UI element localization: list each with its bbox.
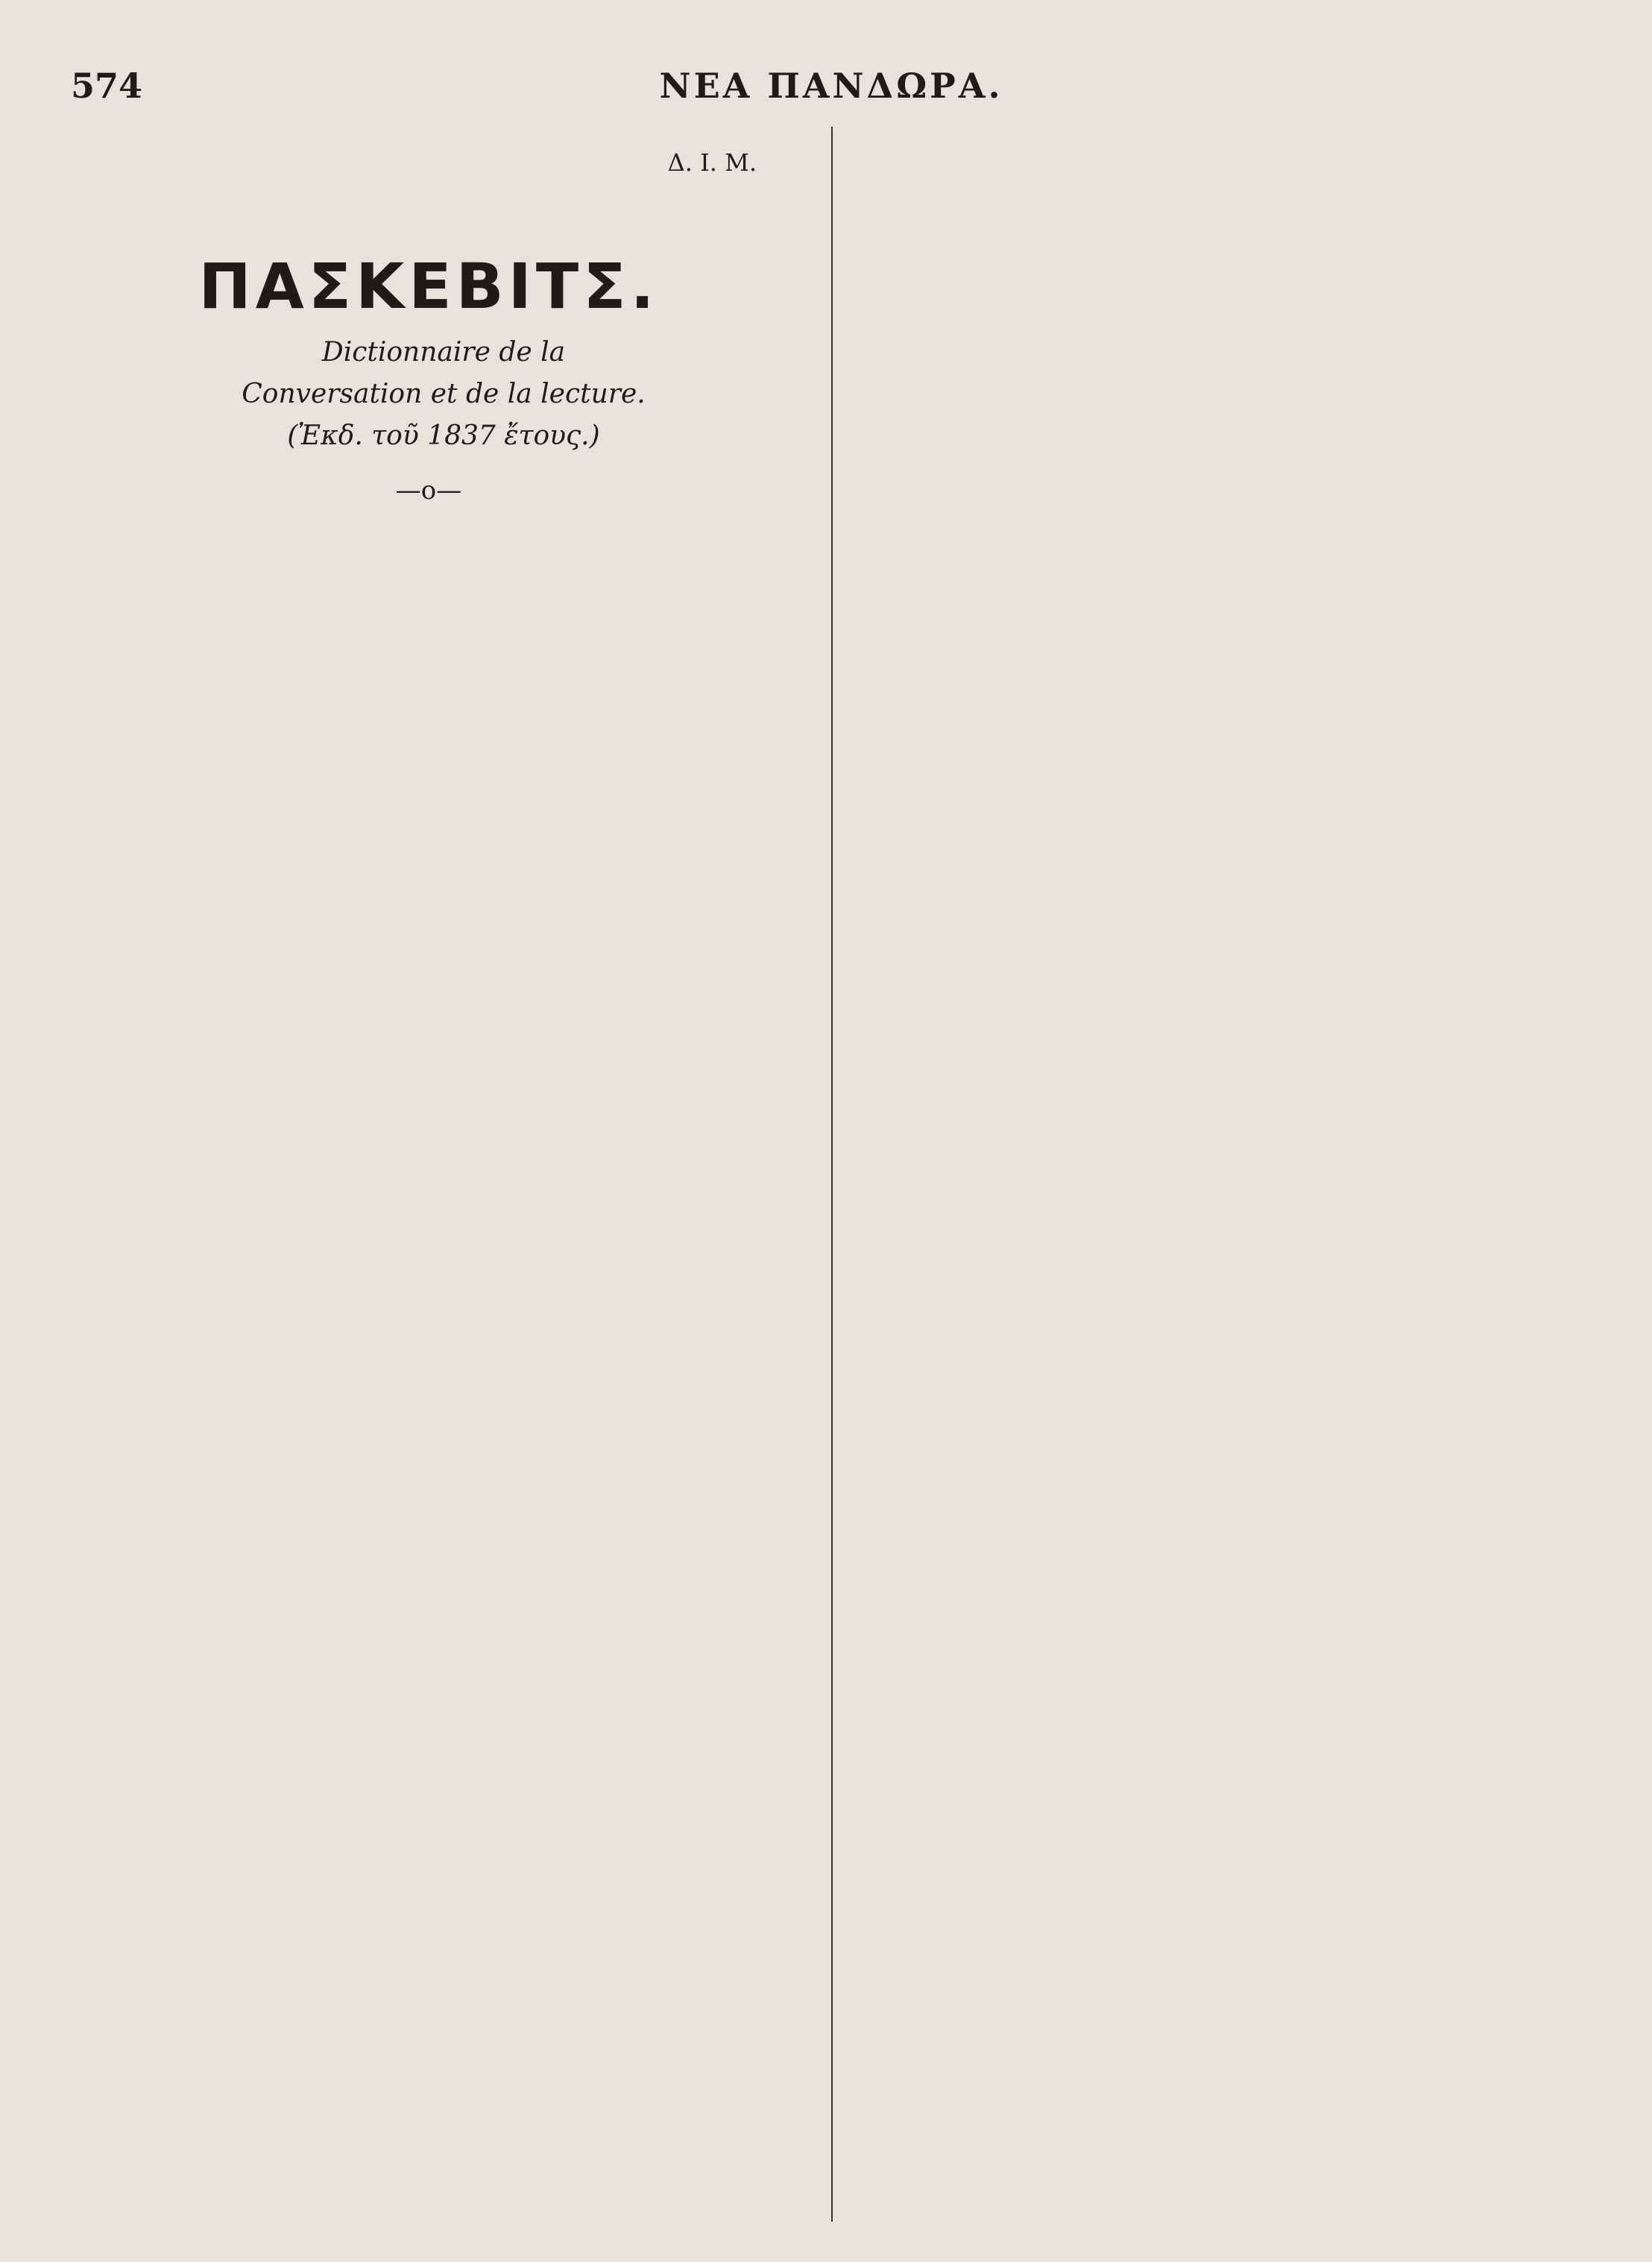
source-note-line-2: Conversation et de la lecture. — [242, 379, 646, 409]
running-header — [71, 60, 1592, 112]
source-note-line-1: Dictionnaire de la — [321, 337, 566, 368]
article-title: ΠΑΣΚΕΒΙΤΣ. — [198, 250, 659, 323]
page — [71, 60, 1592, 2222]
edition-note: (Ἐκδ. τοῦ 1837 ἔτους.) — [287, 420, 600, 451]
left-column — [71, 130, 786, 526]
article-signature: Δ. Ι. Μ. — [667, 148, 757, 177]
column-divider — [831, 127, 833, 2222]
page-number: 574 — [71, 66, 143, 106]
journal-title: ΝΕΑ ΠΑΝΔΩΡΑ. — [659, 66, 1003, 106]
separator: —o— — [395, 476, 462, 505]
